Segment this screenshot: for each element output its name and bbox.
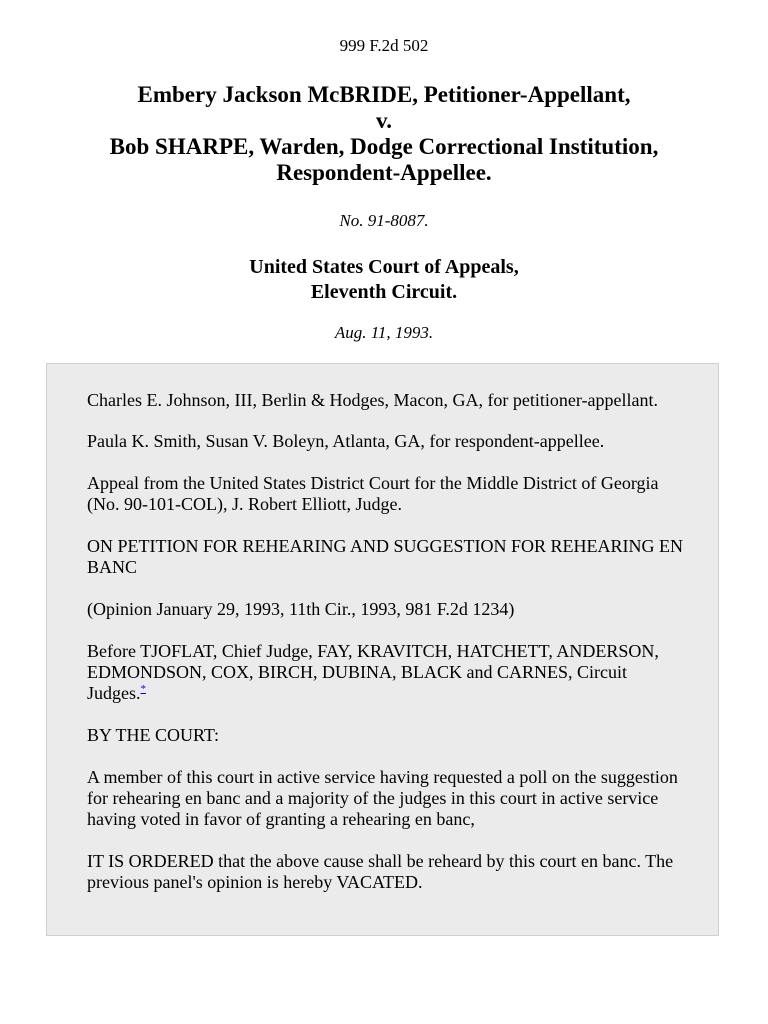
case-caption <box>0 82 768 186</box>
panel-paragraph <box>87 641 684 704</box>
panel-text: Before TJOFLAT, Chief Judge, FAY, KRAVITCH, HATCHETT, ANDERSON, EDMONDSON, COX, BIRCH, DUBINA, BLACK and CARNES, Circuit Judges. <box>87 641 659 703</box>
court-name-line1: United States Court of Appeals, <box>249 256 519 278</box>
petition-heading: ON PETITION FOR REHEARING AND SUGGESTION FOR REHEARING EN BANC <box>87 536 683 577</box>
caption-respondent: Bob SHARPE, Warden, Dodge Correctional Institution, <box>109 134 659 159</box>
counsel-petitioner: Charles E. Johnson, III, Berlin & Hodges, Macon, GA, for petitioner-appellant. <box>87 390 659 410</box>
by-the-court: BY THE COURT: <box>87 725 220 745</box>
court-name-line2: Eleventh Circuit. <box>310 281 458 303</box>
caption-respondent-role: Respondent-Appellee. <box>276 160 492 185</box>
decision-date: Aug. 11, 1993. <box>334 323 434 342</box>
poll-paragraph: A member of this court in active service having requested a poll on the suggestion for rehearing en banc and a majority of the judges in this court in active service having voted in favor of granting a rehearing en banc, <box>87 767 678 829</box>
docket-number: No. 91-8087. <box>339 211 429 230</box>
opinion-body-box <box>46 363 719 936</box>
caption-versus: v. <box>376 108 392 133</box>
order-paragraph: IT IS ORDERED that the above cause shall be reheard by this court en banc. The previous panel's opinion is hereby VACATED. <box>87 851 674 892</box>
caption-petitioner: Embery Jackson McBRIDE, Petitioner-Appellant, <box>137 82 631 107</box>
reporter-citation: 999 F.2d 502 <box>339 36 429 55</box>
footnote-link[interactable]: * <box>140 683 146 695</box>
counsel-respondent: Paula K. Smith, Susan V. Boleyn, Atlanta, GA, for respondent-appellee. <box>87 431 605 451</box>
appeal-from: Appeal from the United States District Court for the Middle District of Georgia (No. 90-101-COL), J. Robert Elliott, Judge. <box>87 473 659 514</box>
prior-opinion: (Opinion January 29, 1993, 11th Cir., 1993, 981 F.2d 1234) <box>87 599 515 619</box>
court-name <box>0 255 768 305</box>
